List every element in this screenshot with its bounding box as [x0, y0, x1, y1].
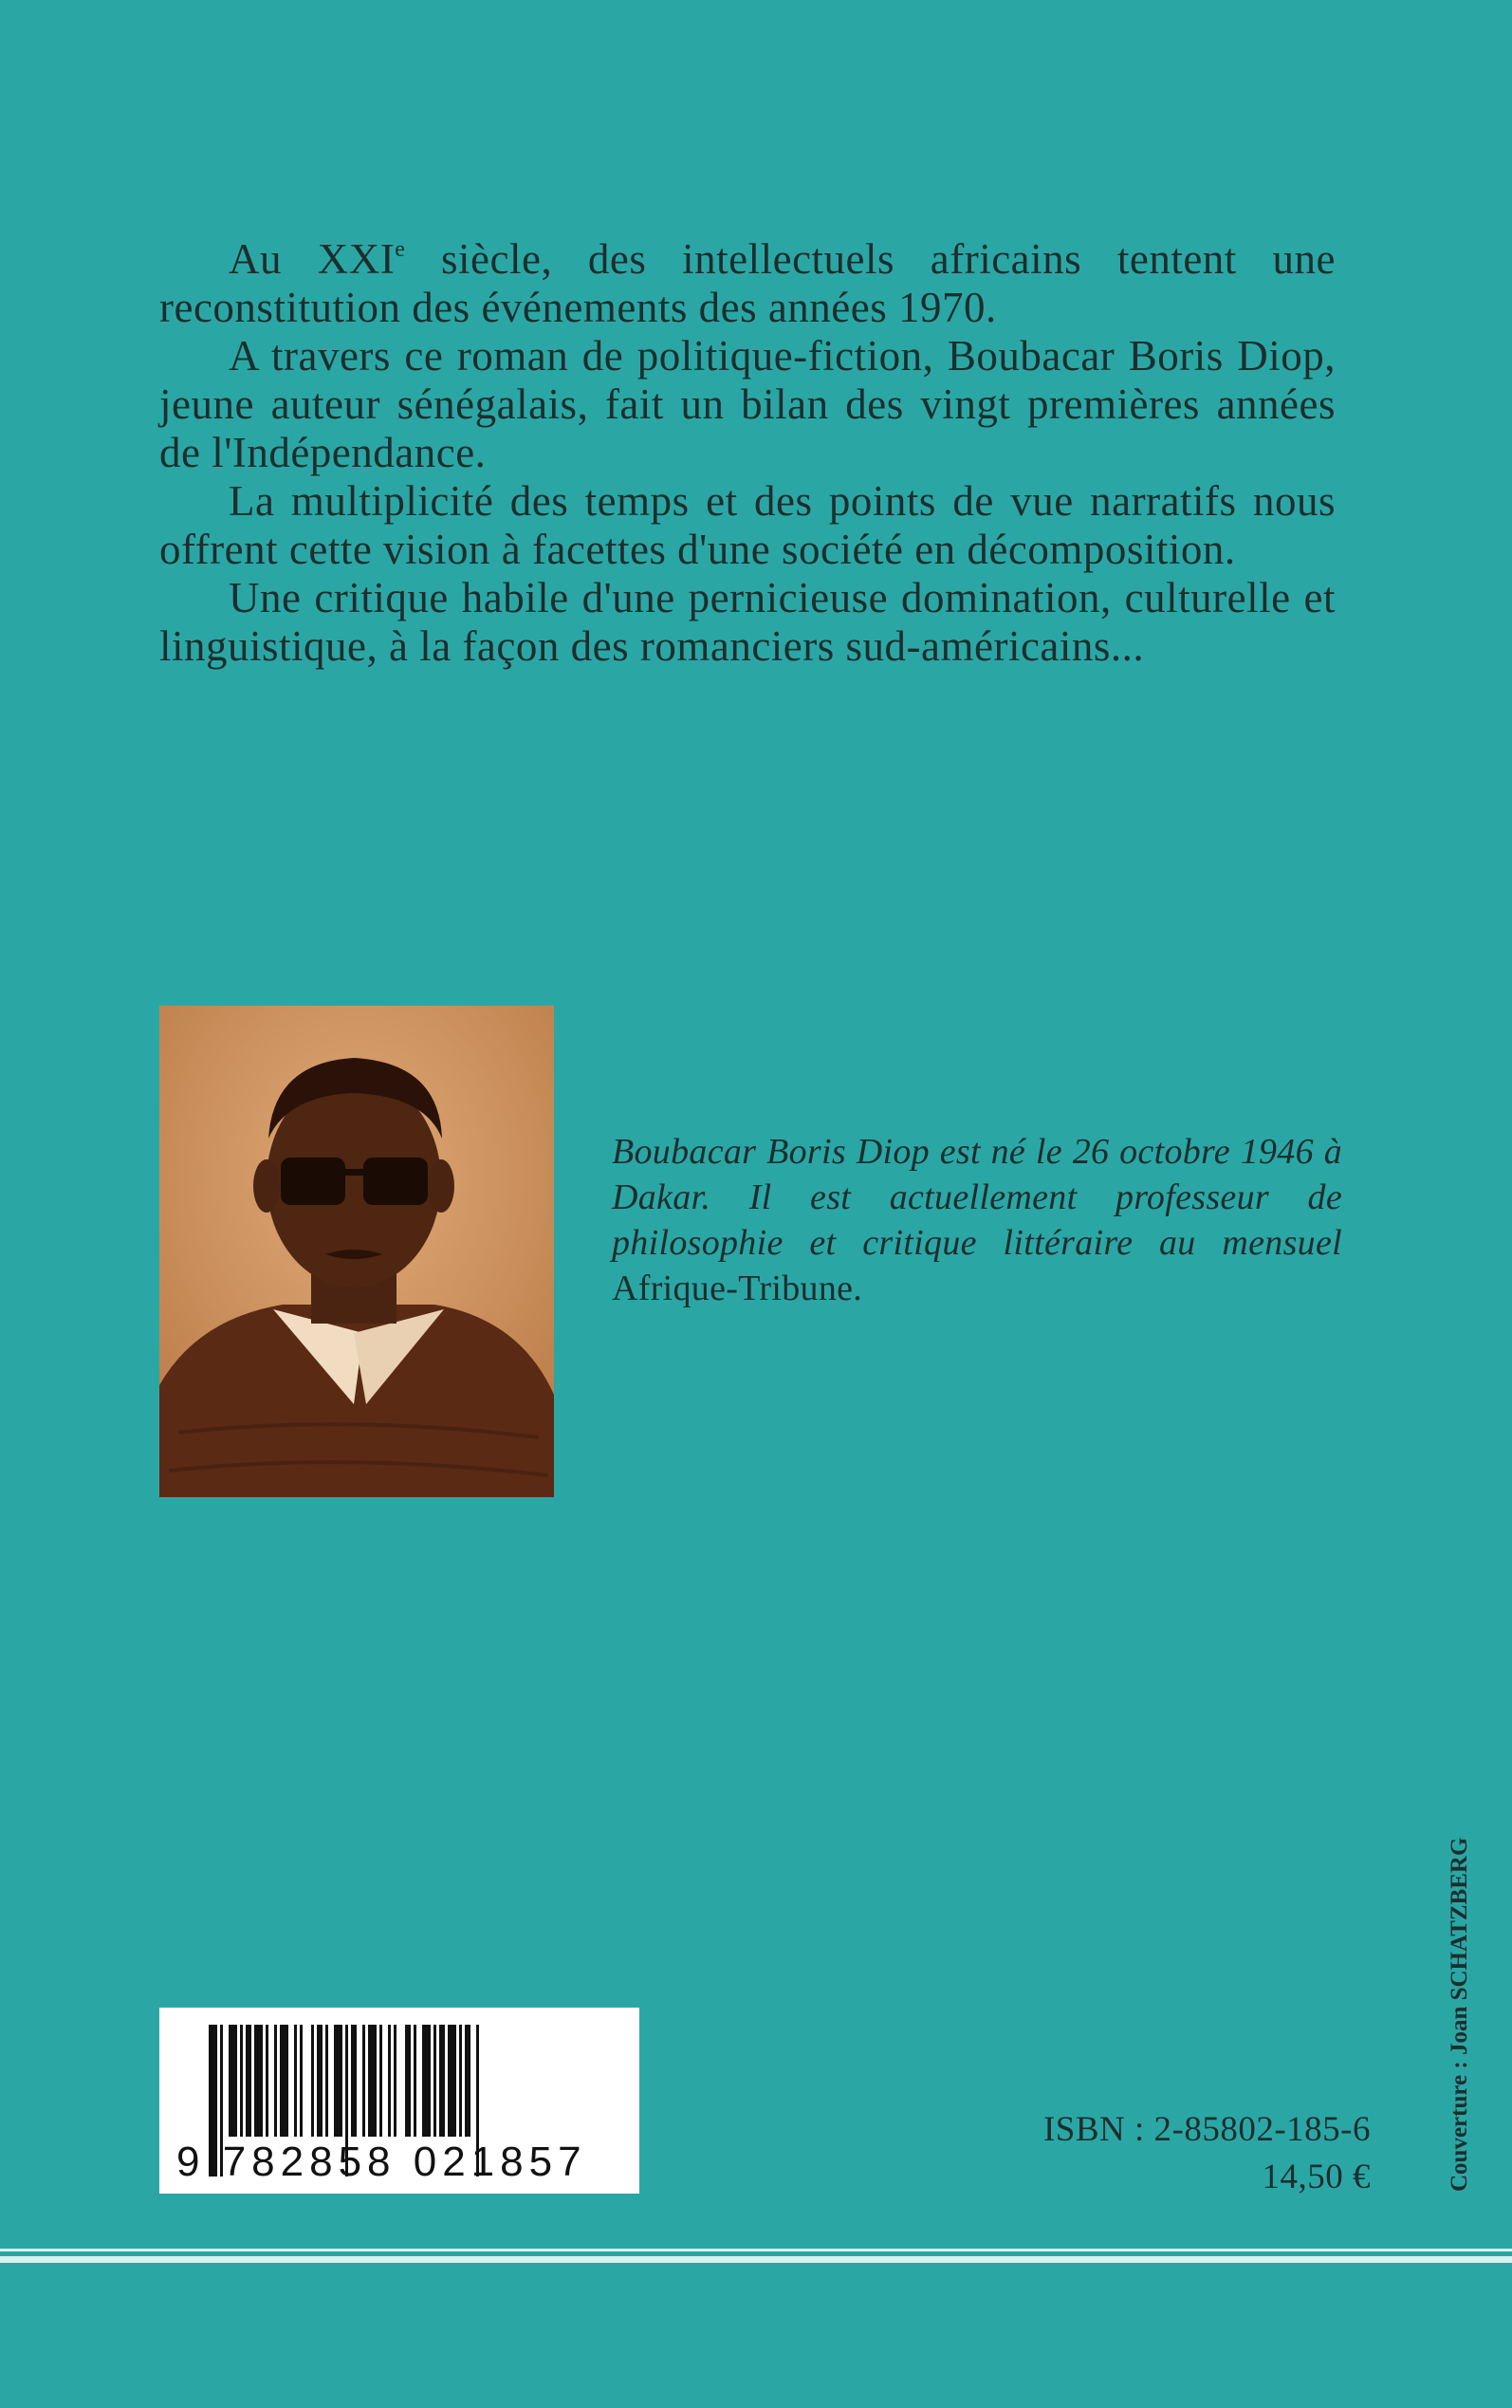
blurb-paragraph-3: La multiplicité des temps et des points de vue narratifs nous offrent cette vision à facettes d'une société en décomposition.: [159, 477, 1336, 573]
author-bio: Boubacar Boris Diop est né le 26 octobre 1946 à Dakar. Il est actuellement professeur de philosophie et critique littéraire au mensuel Afrique-Tribune.: [612, 1132, 1342, 1308]
cover-credit: Couverture : Joan SCHATZBERG: [1447, 1837, 1472, 2192]
barcode-bar: [405, 2025, 411, 2137]
barcode-digits: 9 782858 021857: [176, 2139, 587, 2185]
barcode-bar: [325, 2025, 328, 2137]
barcode-bar: [379, 2025, 382, 2137]
barcode-bar: [266, 2025, 268, 2137]
isbn-block: [1005, 2106, 1371, 2201]
barcode-bar: [459, 2025, 462, 2137]
barcode-bar: [448, 2025, 456, 2137]
barcode-bar: [254, 2025, 263, 2137]
barcode-bar: [388, 2025, 391, 2137]
barcode-bar: [311, 2025, 314, 2137]
barcode-bar: [280, 2025, 288, 2137]
blurb-text: [159, 235, 1336, 671]
barcode-bar: [439, 2025, 445, 2137]
barcode-bar: [351, 2025, 357, 2137]
barcode-bar: [274, 2025, 277, 2137]
blurb-paragraph-2: A travers ce roman de politique-fiction, Boubacar Boris Diop, jeune auteur sénégalais, fait un bilan des vingt premières années de l'Indépendance.: [159, 332, 1336, 476]
barcode-bar: [300, 2025, 303, 2137]
barcode-bar: [334, 2025, 342, 2137]
barcode-bar: [229, 2025, 237, 2137]
author-photo: [159, 1006, 554, 1497]
blurb-paragraph-1: Au XXIe siècle, des intellectuels africains tentent une reconstitution des événements des années 1970.: [159, 235, 1336, 331]
bottom-rule-2: [0, 2256, 1512, 2263]
blurb-paragraph-4: Une critique habile d'une pernicieuse domination, culturelle et linguistique, à la façon des romanciers sud-américains...: [159, 574, 1336, 670]
barcode-bar: [240, 2025, 243, 2137]
barcode-bar: [414, 2025, 416, 2137]
barcode-bar: [294, 2025, 297, 2137]
barcode-bar: [433, 2025, 436, 2137]
bottom-rule-1: [0, 2249, 1512, 2251]
barcode-bar: [465, 2025, 470, 2137]
isbn-number: ISBN : 2-85802-185-6: [1042, 2110, 1371, 2149]
barcode-bar: [362, 2025, 365, 2137]
barcode-bar: [317, 2025, 323, 2137]
barcode-bar: [246, 2025, 251, 2137]
barcode: [159, 2008, 639, 2194]
barcode-bar: [394, 2025, 396, 2137]
price: 14,50 €: [1262, 2158, 1371, 2196]
barcode-bar: [368, 2025, 377, 2137]
barcode-bar: [422, 2025, 431, 2137]
